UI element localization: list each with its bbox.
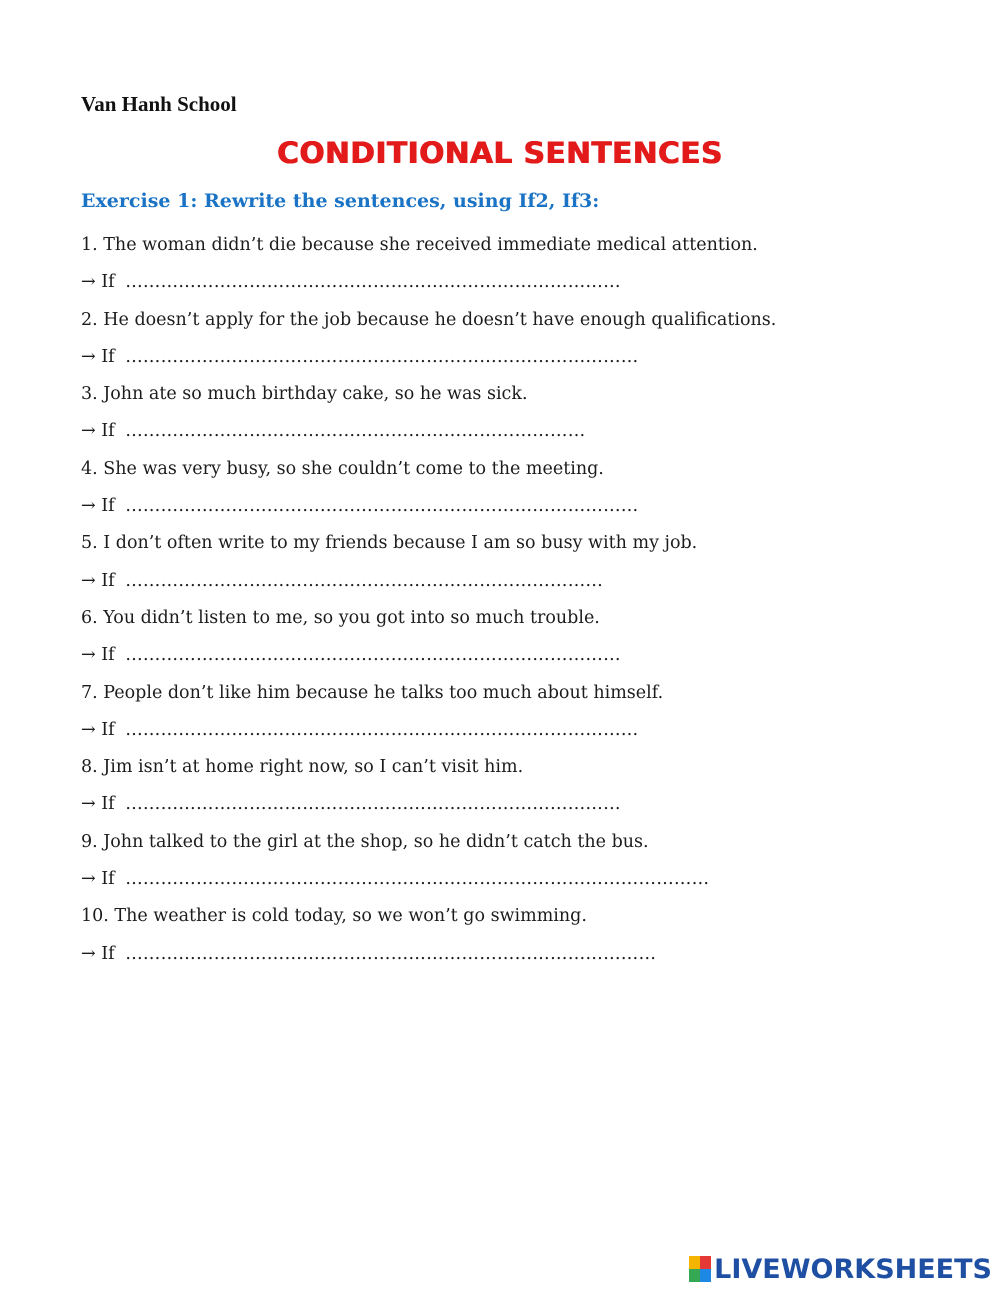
exercise-item [81, 749, 961, 824]
answer-prefix: → If [81, 794, 115, 815]
exercise-item [81, 376, 961, 451]
exercise-item [81, 227, 961, 302]
answer-line[interactable] [81, 861, 961, 898]
question-text: 1. The woman didn’t die because she received immediate medical attention. [81, 235, 758, 255]
brand-name: LIVEWORKSHEETS [714, 1253, 992, 1285]
colored-block-icon [689, 1256, 711, 1282]
answer-line[interactable] [81, 712, 961, 749]
answer-blank[interactable]: ………………………………………………………………………… [125, 645, 621, 666]
question-text: 5. I don’t often write to my friends because I am so busy with my job. [81, 533, 698, 554]
answer-blank[interactable]: …………………………………………………………………………… [125, 719, 639, 740]
worksheet-title: CONDITIONAL SENTENCES [277, 136, 723, 170]
exercise-item [81, 898, 961, 973]
exercise-item [81, 824, 961, 899]
answer-prefix: → If [81, 869, 115, 890]
answer-blank[interactable]: ………………………………………………………………………… [125, 794, 621, 815]
answer-blank[interactable]: …………………………………………………………………………… [125, 496, 639, 517]
answer-prefix: → If [81, 719, 115, 740]
question-text: 8. Jim isn’t at home right now, so I can’t visit him. [81, 757, 524, 778]
question-text: 10. The weather is cold today, so we won’t go swimming. [81, 906, 587, 927]
answer-prefix: → If [81, 496, 115, 517]
answer-prefix: → If [81, 272, 115, 293]
answer-line[interactable] [81, 264, 961, 301]
exercise-item [81, 525, 961, 600]
question-text: 4. She was very busy, so she couldn’t come to the meeting. [81, 458, 604, 479]
exercise-item [81, 451, 961, 526]
answer-blank[interactable]: ………………………………………………………………………… [125, 272, 621, 293]
exercise-list [81, 227, 961, 973]
answer-blank[interactable]: ……………………………………………………………………… [125, 570, 604, 591]
answer-prefix: → If [81, 346, 115, 367]
question-text: 7. People don’t like him because he talks too much about himself. [81, 682, 664, 703]
answer-prefix: → If [81, 421, 115, 442]
question-text: 3. John ate so much birthday cake, so he was sick. [81, 384, 528, 405]
exercise-item [81, 600, 961, 675]
exercise-instruction: Exercise 1: Rewrite the sentences, using If2, If3: [81, 190, 600, 212]
exercise-item [81, 302, 961, 377]
answer-line[interactable] [81, 413, 961, 450]
answer-line[interactable] [81, 637, 961, 674]
answer-line[interactable] [81, 339, 961, 376]
question-text: 9. John talked to the girl at the shop, so he didn’t catch the bus. [81, 831, 649, 852]
answer-line[interactable] [81, 786, 961, 823]
answer-line[interactable] [81, 936, 961, 973]
liveworksheets-logo[interactable] [689, 1252, 992, 1286]
answer-prefix: → If [81, 943, 115, 964]
answer-blank[interactable]: ……………………………………………………………………………………… [125, 869, 710, 890]
answer-blank[interactable]: ……………………………………………………………………………… [125, 943, 657, 964]
question-text: 6. You didn’t listen to me, so you got into so much trouble. [81, 607, 600, 628]
answer-prefix: → If [81, 645, 115, 666]
answer-line[interactable] [81, 563, 961, 600]
answer-prefix: → If [81, 570, 115, 591]
exercise-item [81, 675, 961, 750]
school-name: Van Hanh School [81, 92, 237, 116]
answer-blank[interactable]: …………………………………………………………………… [125, 421, 586, 442]
answer-line[interactable] [81, 488, 961, 525]
answer-blank[interactable]: …………………………………………………………………………… [125, 346, 639, 367]
question-text: 2. He doesn’t apply for the job because he doesn’t have enough qualifications. [81, 309, 777, 330]
